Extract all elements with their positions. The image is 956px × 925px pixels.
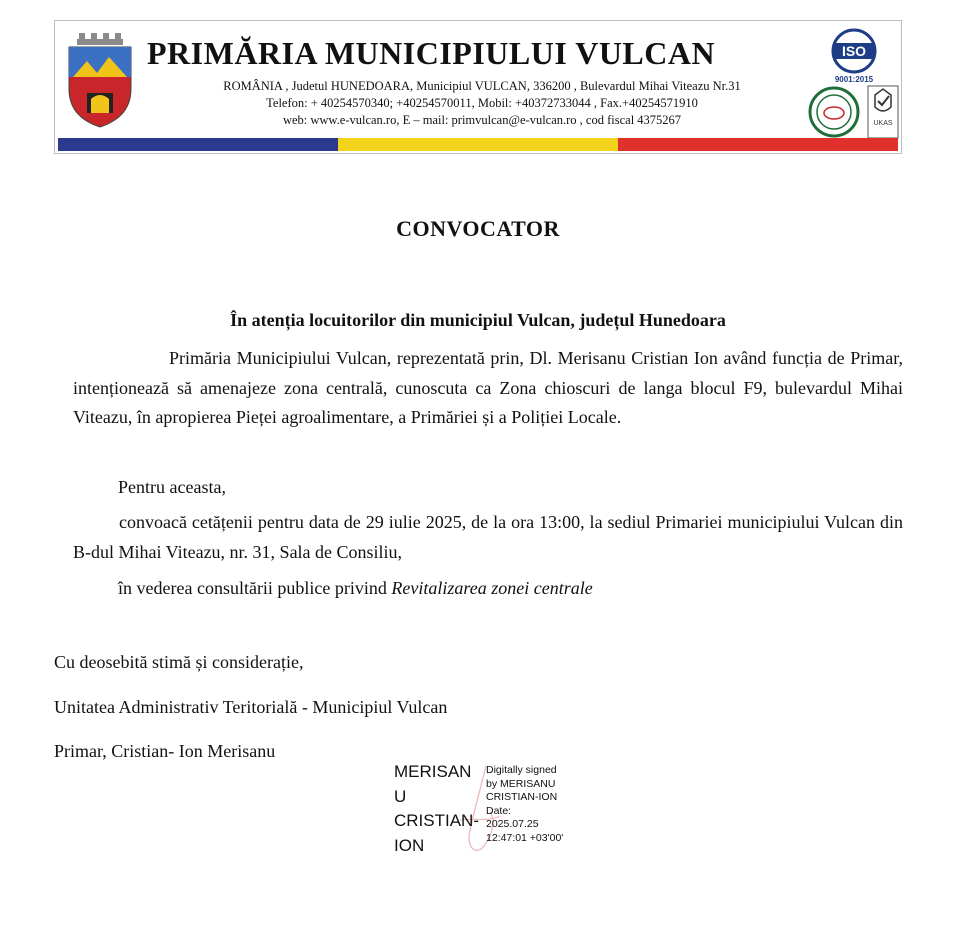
signature-detail-line: Date: [486, 804, 512, 817]
closing-regards: Cu deosebită stimă și considerație, [54, 652, 304, 672]
purpose-text: în vederea consultării publice privind [118, 578, 392, 598]
signature-detail-line: 12:47:01 +03'00' [486, 831, 564, 844]
tricolor-bar [58, 138, 898, 151]
web-line: web: www.e-vulcan.ro, E – mail: primvulcan@e-vulcan.ro , cod fiscal 4375267 [282, 113, 682, 127]
purpose-topic: Revitalizarea zonei centrale [391, 578, 593, 598]
ukas-accreditation-icon [867, 85, 899, 139]
paragraph-purpose [118, 574, 898, 604]
signature-name [394, 760, 484, 858]
flag-blue [58, 138, 338, 151]
iso-standard: 9001:2015 [834, 75, 874, 84]
signature-detail-line: CRISTIAN-ION [486, 791, 558, 803]
signature-detail-line: by MERISANU [486, 777, 556, 790]
coat-of-arms-icon [65, 33, 135, 129]
paragraph-intent: Primăria Municipiului Vulcan, reprezentată prin, Dl. Merisanu Cristian Ion având funcția de Primar, intenționează să amenajeze zona centrală, cunoscuta ca Zona chioscuri de langa blocul F9, bulevardul Mihai Viteazu, în apropierea Pieței agroalimentare, a Primăriei și a Poliției Locale. [73, 348, 903, 427]
address-line: ROMÂNIA , Judetul HUNEDOARA, Municipiul VULCAN, 336200 , Bulevardul Mihai Viteazu Nr.31 [223, 79, 741, 93]
iso-certification-icon [817, 27, 891, 85]
closing-signatory: Primar, Cristian- Ion Merisanu [54, 741, 276, 761]
iso-label: ISO [841, 43, 867, 59]
ukas-label: UKAS [873, 120, 893, 127]
flag-yellow [338, 138, 618, 151]
paragraph-convocation: convoacă cetățenii pentru data de 29 iulie 2025, de la ora 13:00, la sediul Primariei municipiului Vulcan din B-dul Mihai Viteazu, nr. 31, Sala de Consiliu, [73, 512, 903, 562]
attention-line: În atenția locuitorilor din municipiul Vulcan, județul Hunedoara [230, 310, 726, 330]
signature-detail-line: Digitally signed [486, 764, 557, 776]
signature-name-line: U [394, 786, 407, 806]
document-title: CONVOCATOR [396, 216, 560, 241]
letterhead [54, 20, 902, 154]
signature-detail-line: 2025.07.25 [486, 818, 539, 830]
phone-line: Telefon: + 40254570340; +40254570011, Mobil: +40372733044 , Fax.+40254571910 [266, 96, 698, 110]
quality-seal-icon [807, 85, 861, 139]
institution-title: PRIMĂRIA MUNICIPIULUI VULCAN [147, 35, 716, 71]
digital-signature [394, 760, 594, 860]
flag-red [618, 138, 898, 151]
signature-details [486, 764, 596, 845]
closing-unit: Unitatea Administrativ Teritorială - Municipiul Vulcan [54, 697, 448, 717]
signature-name-line: MERISAN [394, 762, 472, 781]
paragraph-therefore: Pentru aceasta, [118, 477, 226, 497]
signature-name-line: ION [394, 835, 425, 855]
signature-name-line: CRISTIAN- [394, 811, 479, 830]
